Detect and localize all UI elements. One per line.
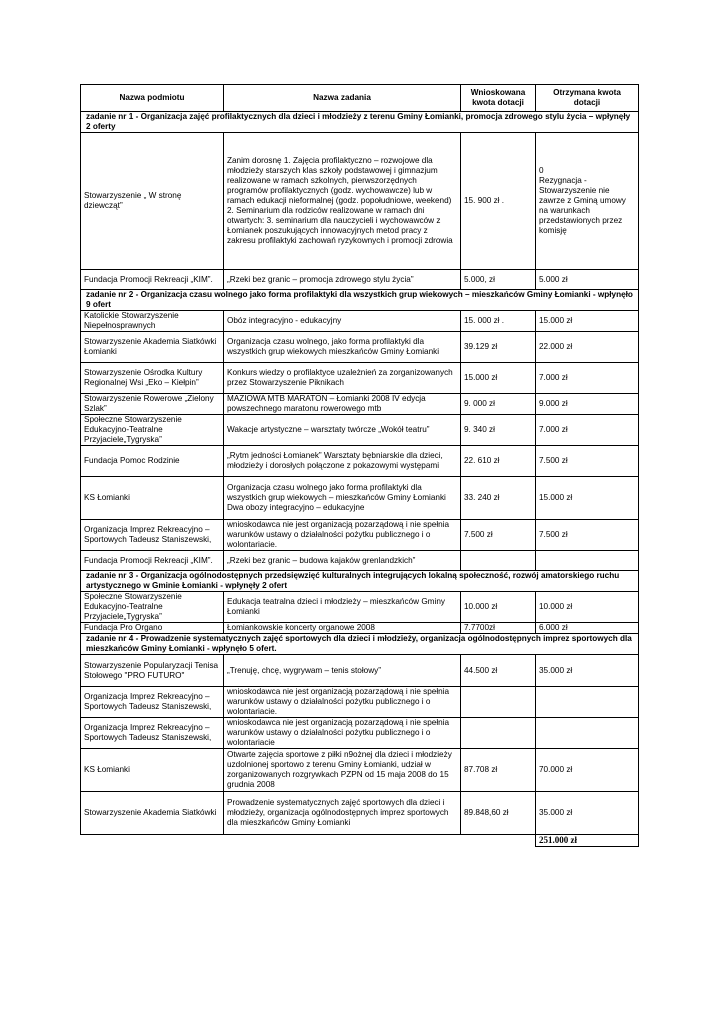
requested-cell: 7.7700zł [461,623,536,634]
table-row [81,520,639,551]
task-cell: Organizacja czasu wolnego, jako forma profilaktyki dla wszystkich grup wiekowych mieszkańców Gminy Łomianki [224,332,461,363]
requested-cell: 44.500 zł [461,655,536,687]
entity-cell: Organizacja Imprez Rekreacyjno – Sportowych Tadeusz Staniszewski, [81,687,224,718]
requested-cell [461,718,536,749]
entity-cell: Stowarzyszenie Akademia Siatkówki [81,792,224,835]
received-cell: 7.500 zł [536,520,639,551]
requested-cell: 15.000 zł [461,363,536,394]
task-cell: „Rytm jedności Łomianek” Warsztaty bębniarskie dla dzieci, młodzieży i dorosłych połączone z pokazowymi występami [224,446,461,477]
requested-cell [461,551,536,571]
task-cell: „Rzeki bez granic – promocja zdrowego stylu życia” [224,270,461,290]
task-cell: Wakacje artystyczne – warsztaty twórcze „Wokół teatru” [224,415,461,446]
requested-cell: 15. 000 zł . [461,311,536,332]
table-row [81,592,639,623]
table-row [81,270,639,290]
received-cell: 22.000 zł [536,332,639,363]
table-row [81,687,639,718]
received-cell: 0 Rezygnacja - Stowarzyszenie nie zawrze z Gminą umowy na warunkach przedstawionych przez komisję [536,133,639,270]
entity-cell: Społeczne Stowarzyszenie Edukacyjno-Teatralne Przyjaciele„Tygryska” [81,415,224,446]
requested-cell: 87.708 zł [461,749,536,792]
table-row [81,551,639,571]
header-entity: Nazwa podmiotu [81,85,224,112]
entity-cell: Społeczne Stowarzyszenie Edukacyjno-Teatralne Przyjaciele„Tygryska” [81,592,224,623]
section-header-row [81,290,639,311]
header-task: Nazwa zadania [224,85,461,112]
section-header-row [81,112,639,133]
entity-cell: Stowarzyszenie Popularyzacji Tenisa Stołowego "PRO FUTURO" [81,655,224,687]
task-cell: Zanim dorosnę 1. Zajęcia profilaktyczno – rozwojowe dla młodzieży starszych klas szkoły podstawowej i gimnazjum realizowane w ramach szkolnych, pierwszorzędnych programów profilaktycznych (godz. wychowawcze) lub w ramach edukacji nieformalnej (godz. popołudniowe, weekend) 2. Seminarium dla rodziców realizowane w ramach dni otwartych: 3. seminarium dla nauczycieli i wychowawców z Łomianek poszukujących innowacyjnych metod pracy z zakresu profilaktyki zachowań ryzykownych i promocji zdrowia [224,133,461,270]
received-cell [536,687,639,718]
table-row [81,792,639,835]
total-spacer [81,835,536,847]
table-row [81,477,639,520]
table-row [81,133,639,270]
entity-cell: KS Łomianki [81,749,224,792]
table-row [81,363,639,394]
header-requested: Wnioskowana kwota dotacji [461,85,536,112]
entity-cell: Katolickie Stowarzyszenie Niepełnosprawnych [81,311,224,332]
entity-cell: Stowarzyszenie „ W stronę dziewcząt” [81,133,224,270]
task-cell: wnioskodawca nie jest organizacją pozarządową i nie spełnia warunków ustawy o działalności pożytku publicznego i o wolontariacie [224,718,461,749]
received-cell: 9.000 zł [536,394,639,415]
grants-table [80,84,639,847]
task-cell: wnioskodawca nie jest organizacją pozarządową i nie spełnia warunków ustawy o działalności pożytku publicznego i o wolontariacie. [224,520,461,551]
table-row [81,394,639,415]
requested-cell: 5.000, zł [461,270,536,290]
section-header-row [81,634,639,655]
received-cell: 35.000 zł [536,792,639,835]
table-row [81,415,639,446]
entity-cell: Fundacja Pomoc Rodzinie [81,446,224,477]
task-cell: „Rzeki bez granic – budowa kajaków grenlandzkich” [224,551,461,571]
requested-cell: 10.000 zł [461,592,536,623]
entity-cell: Organizacja Imprez Rekreacyjno – Sportowych Tadeusz Staniszewski, [81,520,224,551]
entity-cell: Stowarzyszenie Ośrodka Kultury Regionalnej Wsi „Eko – Kiełpin” [81,363,224,394]
task-cell: Konkurs wiedzy o profilaktyce uzależnień za zorganizowanych przez Stowarzyszenie Piknikach [224,363,461,394]
requested-cell: 9. 340 zł [461,415,536,446]
requested-cell [461,687,536,718]
received-cell [536,551,639,571]
received-cell: 7.500 zł [536,446,639,477]
task-cell: MAZIOWA MTB MARATON – Łomianki 2008 IV edycja powszechnego maratonu rowerowego mtb [224,394,461,415]
requested-cell: 7.500 zł [461,520,536,551]
section-header-row [81,571,639,592]
requested-cell: 39.129 zł [461,332,536,363]
task-cell: Prowadzenie systematycznych zajęć sportowych dla dzieci i młodzieży, organizacja ogólnodostępnych imprez sportowych dla mieszkańców Gminy Łomianki [224,792,461,835]
received-cell: 7.000 zł [536,363,639,394]
entity-cell: Fundacja Promocji Rekreacji „KIM”. [81,270,224,290]
task-cell: Łomiankowskie koncerty organowe 2008 [224,623,461,634]
received-cell [536,718,639,749]
received-cell: 5.000 zł [536,270,639,290]
task-cell: Organizacja czasu wolnego jako forma profilaktyki dla wszystkich grup wiekowych – mieszkańców Gminy Łomianki Dwa obozy integracyjno – edukacyjne [224,477,461,520]
entity-cell: KS Łomianki [81,477,224,520]
received-cell: 70.000 zł [536,749,639,792]
received-cell: 35.000 zł [536,655,639,687]
task-cell: „Trenuję, chcę, wygrywam – tenis stołowy” [224,655,461,687]
received-cell: 15.000 zł [536,477,639,520]
requested-cell: 89.848,60 zł [461,792,536,835]
task-cell: Edukacja teatralna dzieci i młodzieży – mieszkańców Gminy Łomianki [224,592,461,623]
total-row [81,835,639,847]
section-title: zadanie nr 1 - Organizacja zajęć profilaktycznych dla dzieci i młodzieży z terenu Gminy Łomianki, promocja zdrowego stylu życia – wpłynęły 2 oferty [81,112,639,133]
entity-cell: Fundacja Promocji Rekreacji „KIM”. [81,551,224,571]
received-cell: 15.000 zł [536,311,639,332]
entity-cell: Organizacja Imprez Rekreacyjno – Sportowych Tadeusz Staniszewski, [81,718,224,749]
header-received: Otrzymana kwota dotacji [536,85,639,112]
entity-cell: Stowarzyszenie Akademia Siatkówki Łomianki [81,332,224,363]
table-row [81,446,639,477]
task-cell: Obóz integracyjno - edukacyjny [224,311,461,332]
table-body [81,112,639,847]
section-title: zadanie nr 2 - Organizacja czasu wolnego jako forma profilaktyki dla wszystkich grup wiekowych – mieszkańców Gminy Łomianki - wpłynęło 9 ofert [81,290,639,311]
section-title: zadanie nr 4 - Prowadzenie systematycznych zajęć sportowych dla dzieci i młodzieży, organizacja ogólnodostępnych imprez sportowych dla mieszkańców Gminy Łomianki - wpłynęło 5 ofert. [81,634,639,655]
table-row [81,623,639,634]
table-row [81,332,639,363]
table-row [81,718,639,749]
requested-cell: 15. 900 zł . [461,133,536,270]
received-cell: 7.000 zł [536,415,639,446]
header-row [81,85,639,112]
task-cell: wnioskodawca nie jest organizacją pozarządową i nie spełnia warunków ustawy o działalności pożytku publicznego i o wolontariacie. [224,687,461,718]
table-row [81,655,639,687]
section-title: zadanie nr 3 - Organizacja ogólnodostępnych przedsięwzięć kulturalnych integrujących lokalną społeczność, rozwój amatorskiego ruchu artystycznego w Gminie Łomianki - wpłynęły 2 ofert [81,571,639,592]
requested-cell: 9. 000 zł [461,394,536,415]
received-cell: 6.000 zł [536,623,639,634]
task-cell: Otwarte zajęcia sportowe z piłki n9ożnej dla dzieci i młodzieży uzdolnionej sportowo z terenu Gminy Łomianki, udział w zorganizowanych rozgrywkach PZPN od 15 maja 2008 do 15 grudnia 2008 [224,749,461,792]
requested-cell: 33. 240 zł [461,477,536,520]
received-cell: 10.000 zł [536,592,639,623]
entity-cell: Fundacja Pro Organo [81,623,224,634]
table-row [81,311,639,332]
requested-cell: 22. 610 zł [461,446,536,477]
table-row [81,749,639,792]
total-amount: 251.000 zł [536,835,639,847]
entity-cell: Stowarzyszenie Rowerowe „Zielony Szlak” [81,394,224,415]
